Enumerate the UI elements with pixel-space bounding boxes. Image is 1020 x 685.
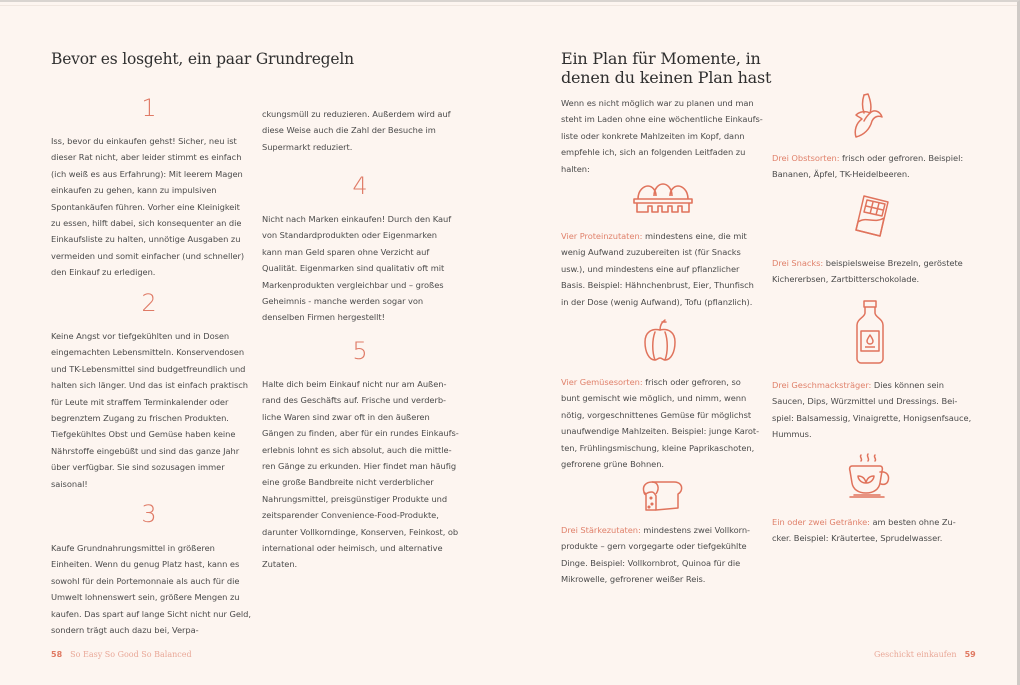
item-text: frisch oder gefroren. Beispiel: Bananen, Äpfel, TK-Heidelbeeren. xyxy=(772,153,964,180)
item-label: Vier Gemüsesorten: xyxy=(561,377,643,387)
bottle-icon xyxy=(854,299,886,365)
title-line-1: Ein Plan für Momente, in xyxy=(561,49,761,68)
item-text: am besten ohne Zu-cker. Beispiel: Kräutertee, Sprudelwasser. xyxy=(772,517,956,544)
item-text: frisch oder gefroren, so bunt gemischt wie möglich, und nimm, wenn nötig, vorgeschnittenes Gemüse für möglichst unaufwendige Mahlzeiten. Beispiel: junge Karot-ten, Frühlingsmischung, kleine Paprikaschoten, gefrorene grüne Bohnen. xyxy=(561,377,760,470)
item-text: beispielsweise Brezeln, geröstete Kichererbsen, Zartbitterschokolade. xyxy=(772,258,963,285)
rule-text: Kaufe Grundnahrungsmittel in größeren Einheiten. Wenn du genug Platz hast, kann es sowohl für dein Portemonnaie als auch für die Umwelt lohnenswert sein, größere Mengen zu kaufen. Das spart auf lange Sicht nicht nur Geld, sondern trägt auch dazu bei, Verpa- xyxy=(51,543,251,636)
folio-right xyxy=(874,650,976,659)
list-item xyxy=(772,377,972,443)
list-item xyxy=(772,514,972,547)
rule-text-continued: ckungsmüll zu reduzieren. Außerdem wird auf diese Weise auch die Zahl der Besuche im Supermarkt reduziert. xyxy=(262,109,451,152)
rule-number: 4 xyxy=(352,172,368,200)
item-label: Vier Proteinzutaten: xyxy=(561,231,643,241)
intro-text: Wenn es nicht möglich war zu planen und man steht im Laden ohne eine wöchentliche Einkaufs-liste oder konkrete Mahlzeiten im Kopf, dann empfehle ich, sich an folgenden Leitfaden zu halten: xyxy=(561,98,763,174)
item-text: Dies können sein Saucen, Dips, Würzmittel und Dressings. Bei-spiel: Balsamessig, Vinaigrette, Honigsenfsauce, Hummus. xyxy=(772,380,972,440)
rule-number: 2 xyxy=(141,289,157,317)
rule-text: Halte dich beim Einkauf nicht nur am Außen-rand des Geschäfts auf. Frische und verderb-liche Waren sind zwar oft in den äußeren Gängen zu finden, aber für ein rundes Einkaufs-erlebnis lohnt es sich absolut, auch die mittle-ren Gänge zu erkunden. Hier findet man häufig eine große Bandbreite nicht verderblicher Nahrungsmittel, preisgünstiger Produkte und zeitsparender Convenience-Food-Produkte, darunter Vollkorndinge, Konserven, Feinkost, ob international oder heimisch, und alternative Zutaten. xyxy=(262,379,459,570)
list-item xyxy=(561,228,761,310)
item-label: Drei Obstsorten: xyxy=(772,153,840,163)
item-text: mindestens eine, die mit wenig Aufwand zuzubereiten ist (für Snacks usw.), und mindestens eine auf pflanzlicher Basis. Beispiel: Hähnchenbrust, Eier, Thunfisch in der Dose (wenig Aufwand), Tofu (pflanzlich). xyxy=(561,231,754,307)
title-line-2: denen du keinen Plan hast xyxy=(561,68,772,87)
rule-number: 1 xyxy=(141,94,157,122)
egg-carton-icon xyxy=(632,182,694,216)
item-label: Drei Snacks: xyxy=(772,258,824,268)
running-title: Geschickt einkaufen xyxy=(874,650,957,659)
page-number: 59 xyxy=(964,650,976,659)
tea-cup-icon xyxy=(846,453,896,503)
page-title xyxy=(561,49,771,87)
running-title: So Easy So Good So Balanced xyxy=(70,650,192,659)
bell-pepper-icon xyxy=(642,318,678,362)
list-item xyxy=(772,255,972,288)
list-item xyxy=(561,374,761,472)
list-item xyxy=(561,522,761,588)
rule-text: Nicht nach Marken einkaufen! Durch den Kauf von Standardprodukten oder Eigenmarken kann man Geld sparen ohne Verzicht auf Qualität. Eigenmarken sind qualitativ oft mit Markenprodukten vergleichbar und – großes Geheimnis - manche werden sogar von denselben Firmen hergestellt! xyxy=(262,214,452,323)
rule-text: Iss, bevor du einkaufen gehst! Sicher, neu ist dieser Rat nicht, aber leider stimmt es einfach (ich weiß es aus Erfahrung): Mit leerem Magen einkaufen zu gehen, kann zu impulsiven Spontankäufen führen. Vorher eine Kleinigkeit zu essen, hilft dabei, sich konsequenter an die Einkaufsliste zu halten, unnötige Ausgaben zu vermeiden und somit einfacher (und schneller) den Einkauf zu erledigen. xyxy=(51,136,245,278)
item-label: Ein oder zwei Getränke: xyxy=(772,517,870,527)
item-label: Drei Stärkezutaten: xyxy=(561,525,641,535)
rule-number: 5 xyxy=(352,337,368,365)
banana-icon xyxy=(850,93,884,139)
bread-icon xyxy=(640,480,684,514)
item-label: Drei Geschmacksträger: xyxy=(772,380,872,390)
folio-left xyxy=(51,650,192,659)
rule-text: Keine Angst vor tiefgekühlten und in Dosen eingemachten Lebensmitteln. Konservendosen und TK-Lebensmittel sind budgetfreundlich und halten sich länger. Und das ist einfach praktisch für Leute mit straffem Terminkalender oder begrenztem Zugang zu frischen Produkten. Tiefgekühltes Obst und Gemüse haben keine Nährstoffe eingebüßt und sind das ganze Jahr über verfügbar. Sie sind sozusagen immer saisonal! xyxy=(51,331,248,489)
item-text: mindestens zwei Vollkorn-produkte – gern vorgegarte oder tiefgekühlte Dinge. Beispiel: Vollkornbrot, Quinoa für die Mikrowelle, gefrorener weißer Reis. xyxy=(561,525,750,585)
list-item xyxy=(772,150,972,183)
rule-number: 3 xyxy=(141,500,157,528)
right-page xyxy=(510,2,1017,685)
left-page xyxy=(0,2,510,685)
chocolate-bar-icon xyxy=(852,194,890,246)
page-number: 58 xyxy=(51,650,63,659)
page-title: Bevor es losgeht, ein paar Grundregeln xyxy=(51,50,354,68)
